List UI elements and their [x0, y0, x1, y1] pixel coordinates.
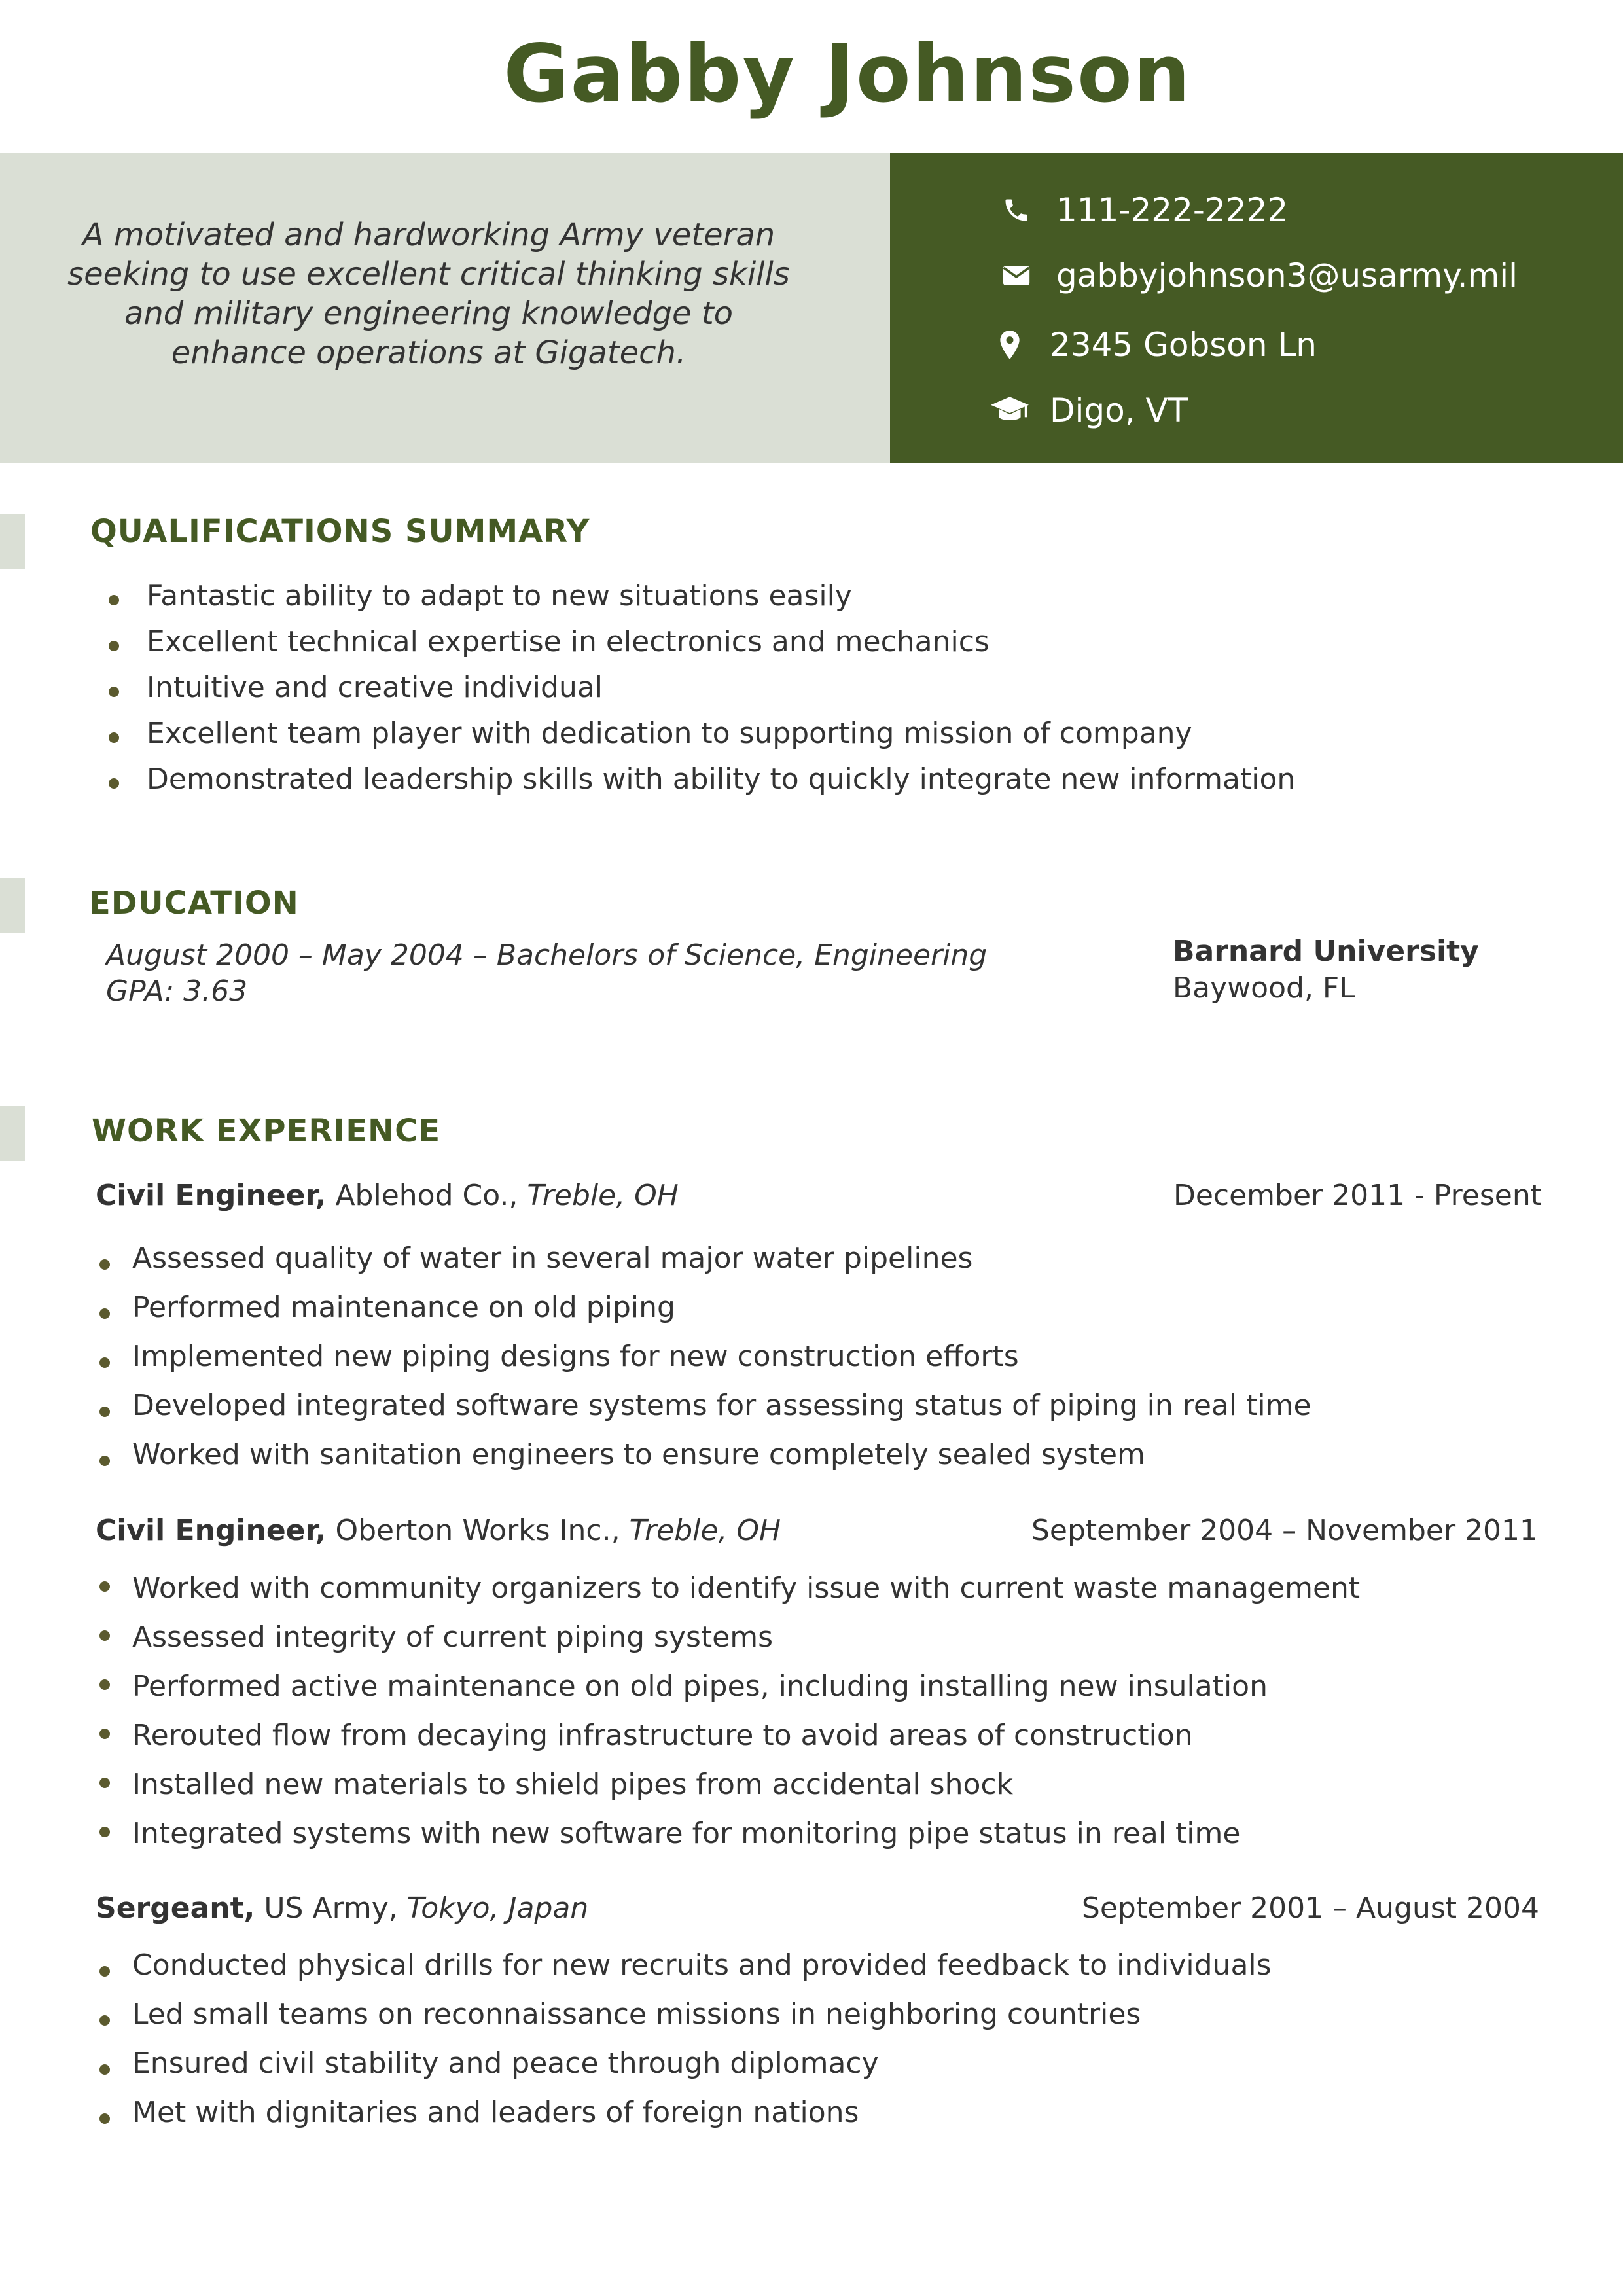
- list-item: Excellent technical expertise in electronics and mechanics: [147, 619, 1295, 665]
- job-bullets: [132, 1566, 1360, 1860]
- list-item: Integrated systems with new software for monitoring pipe status in real time: [132, 1811, 1360, 1860]
- job-dates: December 2011 - Present: [1173, 1179, 1542, 1212]
- bullet-dot: [99, 2064, 110, 2075]
- bullet-dot: [99, 1407, 110, 1417]
- job-title: Sergeant,: [96, 1892, 255, 1925]
- bullet-dot: [109, 641, 119, 651]
- job-location: Tokyo, Japan: [406, 1892, 589, 1925]
- list-item: Led small teams on reconnaissance missions in neighboring countries: [132, 1992, 1272, 2041]
- objective-panel: [0, 153, 890, 463]
- job-title: Civil Engineer,: [96, 1514, 327, 1547]
- bullet-dot: [99, 1456, 110, 1466]
- job-location: Treble, OH: [629, 1514, 781, 1547]
- education-tab-marker: [0, 878, 25, 933]
- list-item: Implemented new piping designs for new construction efforts: [132, 1334, 1311, 1383]
- contact-panel: [890, 153, 1623, 463]
- education-heading: EDUCATION: [89, 885, 299, 922]
- list-item: Assessed quality of water in several major water pipelines: [132, 1236, 1311, 1285]
- bullet-dot: [99, 1581, 110, 1592]
- job-header: [96, 1892, 1539, 1931]
- list-item: Excellent team player with dedication to supporting mission of company: [147, 711, 1295, 757]
- header-band: [0, 153, 1623, 463]
- job-dates: September 2001 – August 2004: [1081, 1892, 1539, 1925]
- email-address: gabbyjohnson3@usarmy.mil: [1056, 257, 1518, 295]
- contact-phone: [995, 187, 1288, 233]
- experience-tab-marker: [0, 1106, 25, 1161]
- bullet-dot: [99, 1778, 110, 1788]
- list-item: Met with dignitaries and leaders of foreign nations: [132, 2090, 1272, 2139]
- bullet-dot: [99, 1259, 110, 1270]
- job-employer: Ablehod Co.,: [335, 1179, 518, 1212]
- bullet-dot: [99, 1679, 110, 1690]
- list-item: Fantastic ability to adapt to new situations easily: [147, 573, 1295, 619]
- list-item: Performed active maintenance on old pipes, including installing new insulation: [132, 1664, 1360, 1713]
- bullet-dot: [109, 687, 119, 697]
- bullet-dot: [109, 778, 119, 789]
- phone-icon: [995, 190, 1038, 230]
- list-item: Installed new materials to shield pipes from accidental shock: [132, 1762, 1360, 1811]
- school-name: Barnard University: [1173, 935, 1479, 968]
- job-employer: Oberton Works Inc.,: [335, 1514, 620, 1547]
- list-item: Rerouted flow from decaying infrastructure to avoid areas of construction: [132, 1713, 1360, 1762]
- job-bullets: [132, 1236, 1311, 1481]
- bullet-dot: [99, 1827, 110, 1837]
- objective-statement: A motivated and hardworking Army veteran seeking to use excellent critical thinking skills and military engineering knowledge to enhance operations at Gigatech.: [67, 217, 790, 371]
- job-header: [96, 1514, 1538, 1553]
- gpa: GPA: 3.63: [106, 975, 248, 1008]
- graduation-cap-icon: [988, 391, 1031, 430]
- bullet-dot: [109, 595, 119, 605]
- list-item: Worked with community organizers to identify issue with current waste management: [132, 1566, 1360, 1615]
- bullet-dot: [99, 1308, 110, 1319]
- bullet-dot: [99, 1357, 110, 1368]
- phone-number: 111-222-2222: [1056, 191, 1289, 229]
- map-pin-icon: [988, 325, 1031, 365]
- list-item: Developed integrated software systems for assessing status of piping in real time: [132, 1383, 1311, 1432]
- bullet-dot: [99, 1729, 110, 1739]
- list-item: Worked with sanitation engineers to ensure completely sealed system: [132, 1432, 1311, 1481]
- contact-city: [988, 387, 1188, 433]
- job-employer: US Army,: [264, 1892, 398, 1925]
- list-item: Ensured civil stability and peace through diplomacy: [132, 2041, 1272, 2090]
- bullet-dot: [109, 732, 119, 743]
- envelope-icon: [995, 256, 1038, 295]
- qualifications-tab-marker: [0, 514, 25, 569]
- contact-email: [995, 253, 1518, 298]
- job-location: Treble, OH: [527, 1179, 679, 1212]
- list-item: Conducted physical drills for new recruits and provided feedback to individuals: [132, 1943, 1272, 1992]
- qualifications-list: [147, 573, 1295, 802]
- list-item: Performed maintenance on old piping: [132, 1285, 1311, 1334]
- street-address: 2345 Gobson Ln: [1050, 326, 1317, 364]
- contact-address: [988, 322, 1317, 368]
- education-school: [1173, 933, 1479, 1007]
- bullet-dot: [99, 2113, 110, 2124]
- list-item: Intuitive and creative individual: [147, 665, 1295, 711]
- bullet-dot: [99, 1630, 110, 1641]
- job-header: [96, 1179, 1542, 1218]
- list-item: Demonstrated leadership skills with ability to quickly integrate new information: [147, 757, 1295, 802]
- job-bullets: [132, 1943, 1272, 2139]
- degree-line: August 2000 – May 2004 – Bachelors of Science, Engineering: [106, 939, 988, 972]
- experience-heading: WORK EXPERIENCE: [92, 1113, 441, 1149]
- job-dates: September 2004 – November 2011: [1031, 1514, 1538, 1547]
- qualifications-heading: QUALIFICATIONS SUMMARY: [90, 513, 590, 550]
- bullet-dot: [99, 1966, 110, 1977]
- list-item: Assessed integrity of current piping systems: [132, 1615, 1360, 1664]
- bullet-dot: [99, 2015, 110, 2026]
- education-degree: [106, 937, 987, 1009]
- candidate-name: Gabby Johnson: [503, 27, 1192, 120]
- job-title: Civil Engineer,: [96, 1179, 327, 1212]
- city-state: Digo, VT: [1050, 391, 1188, 429]
- school-location: Baywood, FL: [1173, 971, 1355, 1005]
